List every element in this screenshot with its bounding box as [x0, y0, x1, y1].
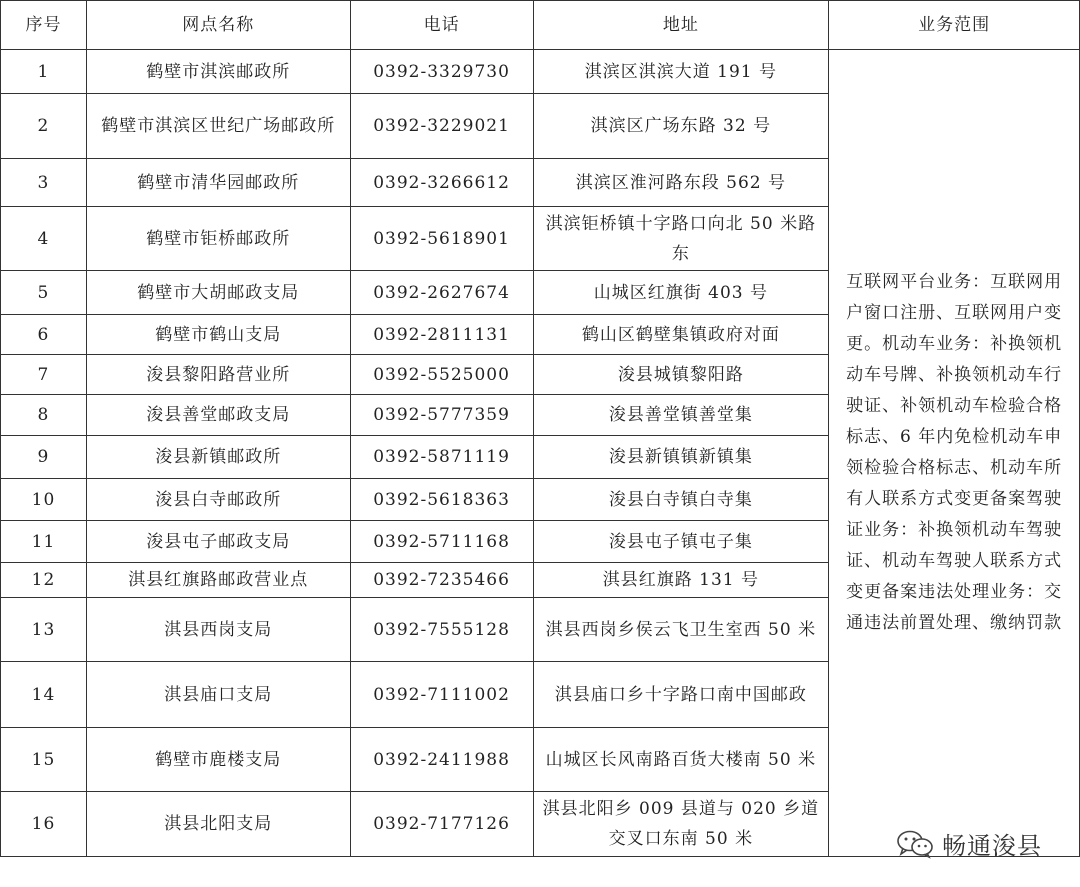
cell-address: 山城区红旗街 403 号: [533, 271, 829, 315]
cell-name: 鹤壁市鹤山支局: [86, 315, 350, 355]
cell-no: 13: [1, 598, 87, 662]
cell-address: 淇滨区淇滨大道 191 号: [533, 50, 829, 94]
cell-name: 浚县黎阳路营业所: [86, 355, 350, 395]
cell-no: 5: [1, 271, 87, 315]
header-scope: 业务范围: [829, 1, 1080, 50]
cell-no: 15: [1, 728, 87, 792]
cell-phone: 0392-5711168: [350, 521, 533, 563]
cell-phone: 0392-7555128: [350, 598, 533, 662]
cell-phone: 0392-5618901: [350, 207, 533, 271]
cell-name: 淇县庙口支局: [86, 662, 350, 728]
cell-phone: 0392-3329730: [350, 50, 533, 94]
cell-phone: 0392-5525000: [350, 355, 533, 395]
cell-address: 淇滨钜桥镇十字路口向北 50 米路东: [533, 207, 829, 271]
cell-address: 淇县红旗路 131 号: [533, 563, 829, 598]
cell-address: 浚县屯子镇屯子集: [533, 521, 829, 563]
cell-no: 4: [1, 207, 87, 271]
watermark-text: 畅通浚县: [942, 832, 1042, 860]
cell-name: 浚县新镇邮政所: [86, 436, 350, 479]
cell-phone: 0392-2627674: [350, 271, 533, 315]
cell-phone: 0392-2411988: [350, 728, 533, 792]
cell-no: 7: [1, 355, 87, 395]
header-phone: 电话: [350, 1, 533, 50]
cell-phone: 0392-5618363: [350, 479, 533, 521]
watermark: [896, 826, 1042, 861]
cell-no: 11: [1, 521, 87, 563]
cell-no: 1: [1, 50, 87, 94]
cell-name: 鹤壁市淇滨邮政所: [86, 50, 350, 94]
cell-phone: 0392-5871119: [350, 436, 533, 479]
cell-address: 山城区长风南路百货大楼南 50 米: [533, 728, 829, 792]
cell-no: 3: [1, 159, 87, 207]
cell-address: 淇滨区广场东路 32 号: [533, 94, 829, 159]
cell-name: 浚县白寺邮政所: [86, 479, 350, 521]
cell-address: 鹤山区鹤壁集镇政府对面: [533, 315, 829, 355]
cell-no: 6: [1, 315, 87, 355]
cell-no: 14: [1, 662, 87, 728]
cell-no: 12: [1, 563, 87, 598]
cell-address: 浚县善堂镇善堂集: [533, 395, 829, 436]
header-no: 序号: [1, 1, 87, 50]
cell-name: 浚县屯子邮政支局: [86, 521, 350, 563]
cell-no: 10: [1, 479, 87, 521]
cell-address: 浚县新镇镇新镇集: [533, 436, 829, 479]
cell-phone: 0392-3229021: [350, 94, 533, 159]
cell-no: 16: [1, 792, 87, 857]
cell-name: 鹤壁市大胡邮政支局: [86, 271, 350, 315]
cell-name: 鹤壁市淇滨区世纪广场邮政所: [86, 94, 350, 159]
cell-name: 鹤壁市钜桥邮政所: [86, 207, 350, 271]
cell-name: 淇县北阳支局: [86, 792, 350, 857]
cell-name: 鹤壁市清华园邮政所: [86, 159, 350, 207]
cell-no: 2: [1, 94, 87, 159]
cell-business-scope: 互联网平台业务：互联网用户窗口注册、互联网用户变更。机动车业务：补换领机动车号牌、补换领机动车行驶证、补领机动车检验合格标志、6 年内免检机动车申领检验合格标志、机动车所有人联系方式变更备案驾驶证业务：补换领机动车驾驶证、机动车驾驶人联系方式变更备案违法处理业务：交通违法前置处理、缴纳罚款: [829, 50, 1080, 857]
table-header-row: [1, 1, 1080, 50]
cell-name: 淇县西岗支局: [86, 598, 350, 662]
cell-address: 浚县城镇黎阳路: [533, 355, 829, 395]
cell-phone: 0392-7235466: [350, 563, 533, 598]
header-address: 地址: [533, 1, 829, 50]
cell-address: 淇县庙口乡十字路口南中国邮政: [533, 662, 829, 728]
cell-address: 浚县白寺镇白寺集: [533, 479, 829, 521]
cell-address: 淇县北阳乡 009 县道与 020 乡道交叉口东南 50 米: [533, 792, 829, 857]
cell-phone: 0392-3266612: [350, 159, 533, 207]
table-row: [1, 50, 1080, 94]
cell-name: 鹤壁市鹿楼支局: [86, 728, 350, 792]
cell-name: 淇县红旗路邮政营业点: [86, 563, 350, 598]
cell-phone: 0392-2811131: [350, 315, 533, 355]
cell-name: 浚县善堂邮政支局: [86, 395, 350, 436]
header-name: 网点名称: [86, 1, 350, 50]
cell-phone: 0392-7111002: [350, 662, 533, 728]
cell-no: 9: [1, 436, 87, 479]
cell-phone: 0392-7177126: [350, 792, 533, 857]
cell-phone: 0392-5777359: [350, 395, 533, 436]
wechat-icon: [896, 829, 934, 859]
cell-no: 8: [1, 395, 87, 436]
cell-address: 淇滨区淮河路东段 562 号: [533, 159, 829, 207]
cell-address: 淇县西岗乡侯云飞卫生室西 50 米: [533, 598, 829, 662]
